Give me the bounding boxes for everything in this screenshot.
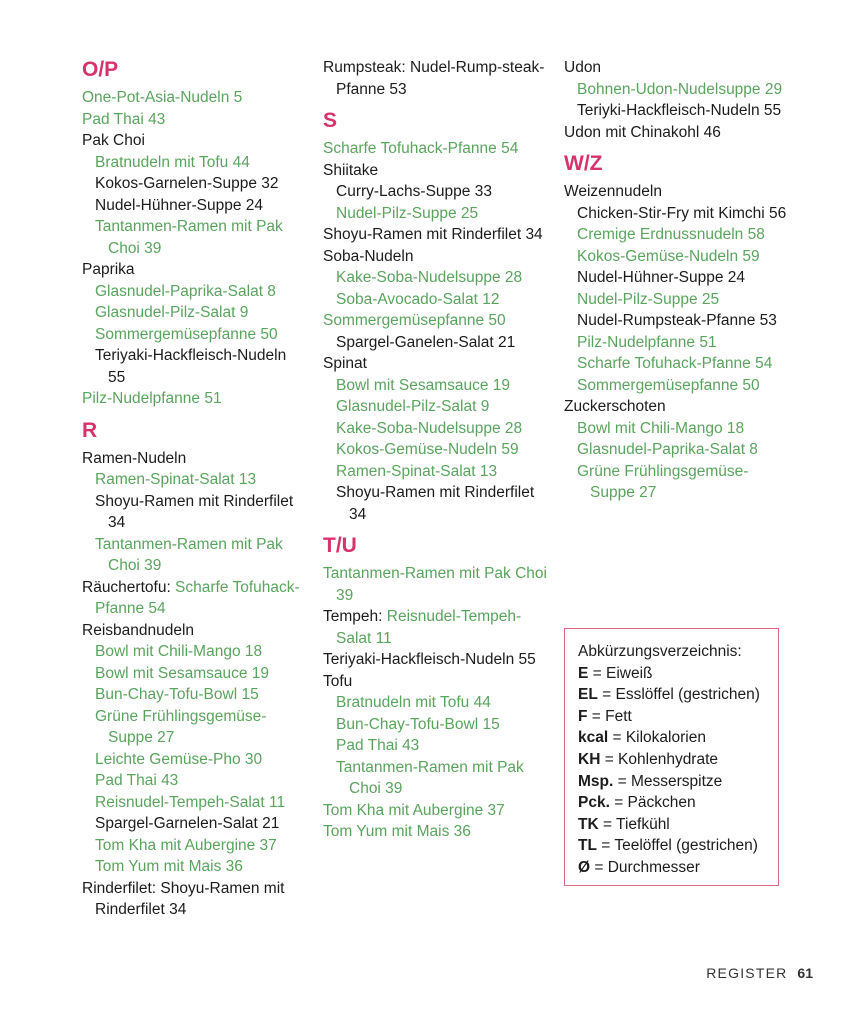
- entry-text: Soba-Avocado-Salat 12: [336, 290, 500, 308]
- index-subentry: [564, 289, 789, 311]
- index-subentry: [323, 692, 551, 714]
- entry-text: Udon: [564, 59, 602, 76]
- index-entry: [82, 109, 307, 131]
- index-entry: [82, 130, 307, 152]
- abbreviation-item: [578, 663, 765, 685]
- abbreviation-item: [578, 706, 765, 728]
- index-subentry: [82, 302, 307, 324]
- entry-text: Tantanmen-Ramen mit Pak Choi 39: [95, 535, 283, 574]
- index-entry: [82, 577, 307, 620]
- entry-text: Ramen-Spinat-Salat 13: [336, 462, 498, 480]
- index-entry: [564, 57, 789, 79]
- entry-text: Curry-Lachs-Suppe 33: [336, 183, 492, 200]
- index-subentry: [82, 641, 307, 663]
- index-subentry: [564, 79, 789, 101]
- index-subentry: [323, 757, 551, 800]
- abbreviation-term: Pck.: [578, 794, 610, 812]
- entry-text: Teriyaki-Hackfleisch-Nudeln 55: [95, 347, 287, 386]
- abbreviation-meaning: = Päckchen: [609, 794, 696, 812]
- index-subentry: [564, 310, 789, 332]
- entry-text: Kokos-Garnelen-Suppe 32: [95, 175, 279, 192]
- index-subentry: [82, 663, 307, 685]
- index-subentry: [564, 246, 789, 268]
- entry-text: Bowl mit Chili-Mango 18: [95, 643, 263, 660]
- entry-text: Sommergemüsepfanne 50: [323, 312, 506, 329]
- entry-text: Kokos-Gemüse-Nudeln 59: [336, 441, 519, 458]
- index-subentry: [82, 345, 307, 388]
- index-entry: [323, 138, 551, 160]
- abbreviation-item: [578, 684, 765, 706]
- index-entry: [323, 246, 551, 268]
- entry-text: Udon mit Chinakohl 46: [564, 123, 721, 141]
- entry-text: Shoyu-Ramen mit Rinderfilet 34: [336, 484, 535, 523]
- entry-text: Cremige Erdnussnudeln 58: [577, 226, 765, 243]
- index-subentry: [323, 332, 551, 354]
- entry-text: Sommergemüsepfanne 50: [577, 376, 760, 394]
- index-entry: [82, 388, 307, 410]
- index-entry: [564, 122, 789, 144]
- entry-text: Glasnudel-Paprika-Salat 8: [95, 282, 276, 300]
- index-entry: [82, 878, 307, 921]
- entry-text: Spargel-Ganelen-Salat 21: [336, 333, 516, 351]
- entry-text: Rinderfilet:: [82, 879, 157, 897]
- entry-text: Tantanmen-Ramen mit Pak Choi 39: [336, 758, 524, 797]
- index-entry: [564, 181, 789, 203]
- abbreviation-meaning: = Tiefkühl: [598, 815, 670, 833]
- entry-text: Leichte Gemüse-Pho 30: [95, 750, 263, 768]
- entry-text: Teriyaki-Hackfleisch-Nudeln 55: [323, 651, 536, 668]
- index-subentry: [323, 439, 551, 461]
- entry-text: Shoyu-Ramen mit Rinderfilet 34: [95, 492, 294, 531]
- entry-text: Bowl mit Sesamsauce 19: [336, 376, 511, 394]
- index-subentry: [323, 267, 551, 289]
- entry-text: Shiitake: [323, 161, 379, 179]
- abbreviation-item: [578, 749, 765, 771]
- index-subentry: [323, 181, 551, 203]
- abbreviation-term: TK: [578, 815, 599, 833]
- index-entry: [82, 259, 307, 281]
- index-subentry: [564, 353, 789, 375]
- entry-text: Shoyu-Ramen mit Rinderfilet 34: [323, 226, 543, 243]
- section-letter: T/U: [323, 534, 357, 557]
- index-subentry: [564, 267, 789, 289]
- entry-text: Bun-Chay-Tofu-Bowl 15: [95, 686, 259, 703]
- index-subentry: [564, 375, 789, 397]
- entry-text: Kokos-Gemüse-Nudeln 59: [577, 247, 760, 265]
- abbreviation-meaning: = Kilokalorien: [608, 729, 706, 747]
- entry-reference: Shoyu-Ramen mit Rinderfilet 34: [95, 879, 285, 918]
- entry-text: Reisbandnudeln: [82, 621, 195, 639]
- index-subentry: [82, 195, 307, 217]
- entry-text: Pilz-Nudelpfanne 51: [577, 333, 717, 351]
- entry-text: Pad Thai 43: [336, 737, 420, 754]
- index-subentry: [564, 439, 789, 461]
- section-letter: W/Z: [564, 152, 603, 175]
- abbreviation-meaning: = Messerspitze: [613, 772, 723, 790]
- index-subentry: [323, 461, 551, 483]
- index-entry: [323, 160, 551, 182]
- entry-text: Nudel-Hühner-Suppe 24: [95, 196, 264, 214]
- entry-text: Rumpsteak:: [323, 59, 406, 76]
- entry-reference: Scharfe Tofuhack-Pfanne 54: [95, 578, 300, 617]
- abbreviation-meaning: = Fett: [587, 707, 632, 725]
- index-subentry: [82, 216, 307, 259]
- entry-text: Spargel-Garnelen-Salat 21: [95, 815, 280, 832]
- index-column-1: [82, 57, 307, 921]
- abbreviation-term: EL: [578, 686, 598, 704]
- abbreviation-meaning: = Teelöffel (gestrichen): [596, 837, 758, 855]
- section-name: REGISTER: [706, 965, 788, 981]
- index-subentry: [82, 173, 307, 195]
- index-entry: [564, 396, 789, 418]
- entry-text: Tantanmen-Ramen mit Pak Choi 39: [323, 565, 547, 604]
- abbreviation-term: E: [578, 664, 589, 682]
- index-subentry: [564, 224, 789, 246]
- index-subentry: [82, 152, 307, 174]
- index-subentry: [82, 324, 307, 346]
- entry-text: Teriyki-Hackfleisch-Nudeln 55: [577, 102, 782, 119]
- index-entry: [82, 448, 307, 470]
- index-subentry: [82, 835, 307, 857]
- index-subentry: [82, 792, 307, 814]
- index-entry: [323, 57, 551, 100]
- index-column-2: [323, 57, 551, 843]
- abbreviation-item: [578, 727, 765, 749]
- entry-text: Pad Thai 43: [82, 110, 166, 128]
- abbreviation-item: [578, 771, 765, 793]
- entry-text: Glasnudel-Paprika-Salat 8: [577, 441, 758, 458]
- abbreviation-meaning: = Esslöffel (gestrichen): [597, 686, 760, 704]
- entry-text: Glasnudel-Pilz-Salat 9: [95, 304, 249, 321]
- abbreviation-term: F: [578, 707, 588, 725]
- entry-text: Tempeh:: [323, 608, 383, 625]
- index-subentry: [323, 735, 551, 757]
- entry-text: Grüne Frühlingsgemüse-Suppe 27: [577, 462, 749, 501]
- entry-text: Bun-Chay-Tofu-Bowl 15: [336, 715, 500, 733]
- abbreviation-term: KH: [578, 750, 601, 768]
- abbreviation-term: Msp.: [578, 772, 614, 790]
- entry-text: Bowl mit Chili-Mango 18: [577, 419, 745, 437]
- entry-reference: Reisnudel-Tempeh-Salat 11: [336, 608, 522, 647]
- entry-text: Pak Choi: [82, 132, 145, 149]
- section-letter: R: [82, 418, 98, 442]
- entry-reference: Nudel-Rump-steak-Pfanne 53: [336, 59, 545, 98]
- abbreviation-item: [578, 835, 765, 857]
- index-subentry: [323, 482, 551, 525]
- abbreviation-item: [578, 792, 765, 814]
- abbreviation-item: [578, 814, 765, 836]
- index-subentry: [323, 418, 551, 440]
- index-subentry: [82, 706, 307, 749]
- page-number: 61: [797, 965, 813, 981]
- entry-text: Tom Yum mit Mais 36: [323, 823, 471, 840]
- index-subentry: [82, 749, 307, 771]
- abbreviation-term: TL: [578, 837, 597, 855]
- entry-text: Sommergemüsepfanne 50: [95, 325, 278, 343]
- entry-text: Pilz-Nudelpfanne 51: [82, 390, 222, 407]
- entry-text: Bohnen-Udon-Nudelsuppe 29: [577, 80, 783, 98]
- entry-text: Reisnudel-Tempeh-Salat 11: [95, 793, 286, 811]
- entry-text: Tantanmen-Ramen mit Pak Choi 39: [95, 218, 283, 257]
- index-entry: [323, 353, 551, 375]
- index-subentry: [82, 469, 307, 491]
- entry-text: Scharfe Tofuhack-Pfanne 54: [577, 355, 773, 372]
- entry-text: Grüne Frühlingsgemüse-Suppe 27: [95, 707, 267, 746]
- entry-text: Pad Thai 43: [95, 772, 179, 789]
- index-entry: [323, 606, 551, 649]
- index-entry: [323, 310, 551, 332]
- index-subentry: [82, 770, 307, 792]
- entry-text: Chicken-Stir-Fry mit Kimchi 56: [577, 204, 787, 222]
- abbreviation-item: [578, 857, 765, 879]
- index-column-3: [564, 57, 789, 504]
- entry-text: Bratnudeln mit Tofu 44: [95, 153, 250, 171]
- abbreviation-meaning: = Kohlenhydrate: [600, 750, 719, 768]
- entry-text: One-Pot-Asia-Nudeln 5: [82, 89, 243, 106]
- index-subentry: [564, 100, 789, 122]
- entry-text: Glasnudel-Pilz-Salat 9: [336, 398, 490, 415]
- entry-text: Scharfe Tofuhack-Pfanne 54: [323, 140, 519, 157]
- entry-text: Paprika: [82, 261, 135, 278]
- abbreviation-term: kcal: [578, 729, 609, 747]
- entry-text: Tom Kha mit Aubergine 37: [95, 836, 277, 854]
- index-entry: [323, 224, 551, 246]
- entry-text: Bratnudeln mit Tofu 44: [336, 694, 491, 711]
- entry-text: Weizennudeln: [564, 183, 662, 200]
- entry-text: Kake-Soba-Nudelsuppe 28: [336, 419, 523, 437]
- index-entry: [323, 649, 551, 671]
- abbreviation-box: [564, 628, 779, 886]
- entry-text: Zuckerschoten: [564, 398, 666, 415]
- entry-text: Tom Yum mit Mais 36: [95, 858, 243, 875]
- index-subentry: [82, 491, 307, 534]
- entry-text: Nudel-Hühner-Suppe 24: [577, 269, 746, 286]
- entry-text: Nudel-Rumpsteak-Pfanne 53: [577, 312, 777, 329]
- index-entry: [323, 821, 551, 843]
- index-subentry: [564, 461, 789, 504]
- index-subentry: [564, 332, 789, 354]
- index-subentry: [564, 418, 789, 440]
- entry-text: Tom Kha mit Aubergine 37: [323, 801, 505, 819]
- index-entry: [82, 620, 307, 642]
- entry-text: Räuchertofu:: [82, 578, 171, 596]
- abbreviation-meaning: = Durchmesser: [590, 858, 700, 876]
- entry-text: Nudel-Pilz-Suppe 25: [577, 290, 720, 308]
- entry-text: Ramen-Nudeln: [82, 449, 187, 467]
- entry-text: Ramen-Spinat-Salat 13: [95, 471, 257, 488]
- entry-text: Nudel-Pilz-Suppe 25: [336, 204, 479, 222]
- abbreviation-list: [578, 663, 765, 879]
- index-subentry: [82, 684, 307, 706]
- page-footer: [706, 963, 813, 985]
- abbreviation-term: Ø: [578, 858, 591, 876]
- abbreviation-meaning: = Eiweiß: [588, 664, 653, 682]
- index-subentry: [82, 281, 307, 303]
- index-entry: [323, 563, 551, 606]
- index-subentry: [323, 375, 551, 397]
- index-subentry: [82, 534, 307, 577]
- entry-text: Spinat: [323, 355, 367, 372]
- index-subentry: [323, 396, 551, 418]
- index-subentry: [323, 203, 551, 225]
- index-subentry: [82, 813, 307, 835]
- index-entry: [82, 87, 307, 109]
- index-subentry: [564, 203, 789, 225]
- entry-text: Tofu: [323, 672, 353, 690]
- section-letter: O/P: [82, 58, 119, 81]
- section-letter: S: [323, 109, 338, 132]
- entry-text: Soba-Nudeln: [323, 247, 414, 265]
- entry-text: Bowl mit Sesamsauce 19: [95, 664, 270, 682]
- index-subentry: [323, 714, 551, 736]
- abbreviation-title: Abkürzungsverzeichnis:: [578, 643, 742, 660]
- index-subentry: [323, 289, 551, 311]
- entry-text: Kake-Soba-Nudelsuppe 28: [336, 269, 523, 286]
- index-entry: [323, 671, 551, 693]
- index-subentry: [82, 856, 307, 878]
- index-entry: [323, 800, 551, 822]
